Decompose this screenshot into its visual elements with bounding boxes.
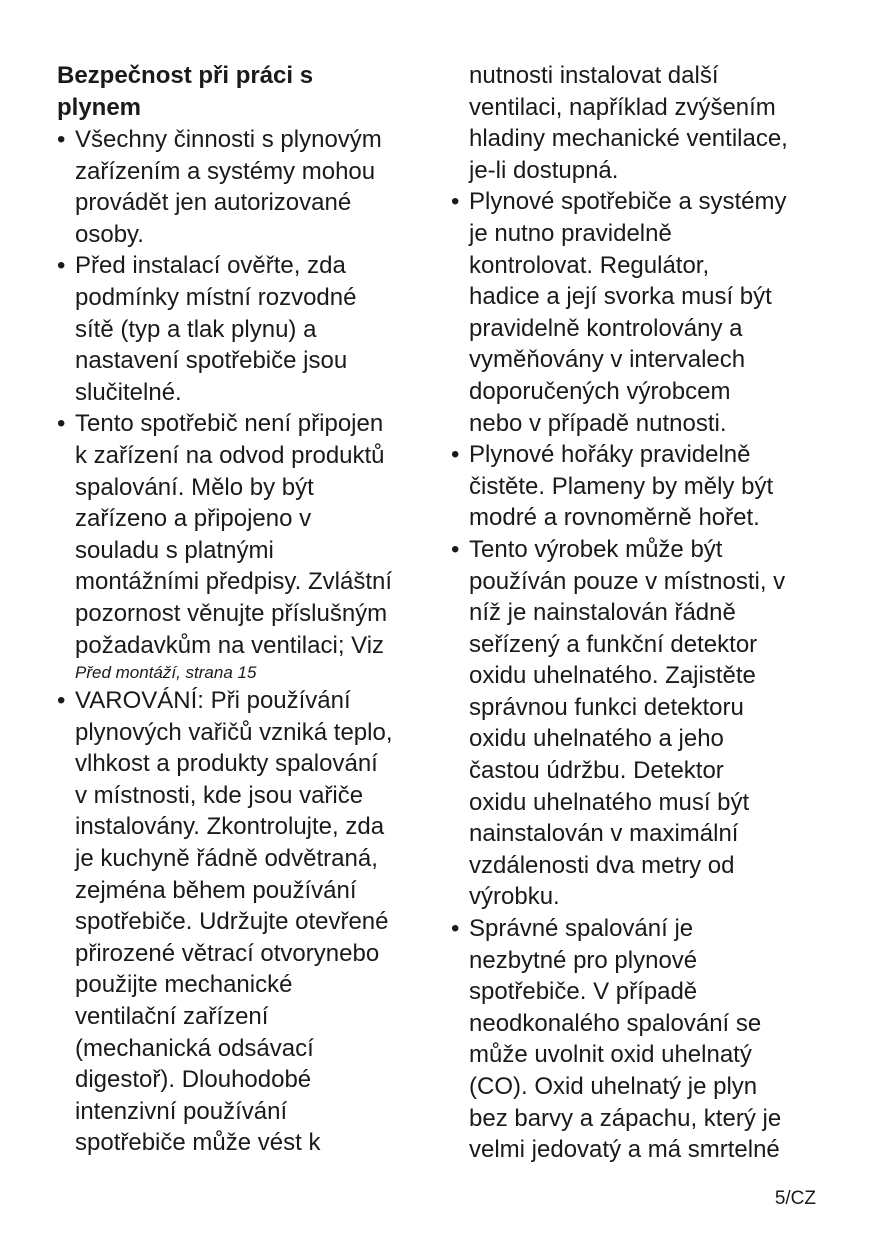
bullet-icon: • xyxy=(57,252,66,280)
bullet-item: • Tento spotřebič není připojen k zařízení na odvod produktů spalování. Mělo by být zařízeno a připojeno v souladu s platnými montážními předpisy. Zvláštní pozornost věnujte příslušným požadavkům na ventilaci; Viz xyxy=(57,410,393,659)
section-heading: Bezpečnost při práci s plynem xyxy=(57,62,314,121)
bullet-icon: • xyxy=(451,535,460,563)
right-column xyxy=(451,60,826,1166)
bullet-icon: • xyxy=(451,188,460,216)
bullet-item: • Plynové spotřebiče a systémy je nutno pravidelně kontrolovat. Regulátor, hadice a její svorka musí být pravidelně kontrolovány a vyměňovány v intervalech doporučených výrobcem nebo v případě nutnosti. xyxy=(451,188,787,437)
bullet-item: • Správné spalování je nezbytné pro plynové spotřebiče. V případě neodkonalého spalování se může uvolnit oxid uhelnatý (CO). Oxid uhelnatý je plyn bez barvy a zápachu, který je velmi jedovatý a má smrtelné xyxy=(451,915,782,1164)
bullet-item: • Před instalací ověřte, zda podmínky místní rozvodné sítě (typ a tlak plynu) a nastavení spotřebiče jsou slučitelné. xyxy=(57,252,357,406)
bullet-item-warning: • VAROVÁNÍ: Při používání plynových vařičů vzniká teplo, vlhkost a produkty spalování v místnosti, kde jsou vařiče instalovány. Zkontrolujte, zda je kuchyně řádně odvětraná, zejména během používání spotřebiče. Udržujte otevřené přirozené větrací otvorynebo použijte mechanické ventilační zařízení (mechanická odsávací digestoř). Dlouhodobé intenzivní používání spotřebiče může vést k xyxy=(57,687,393,1157)
bullet-icon: • xyxy=(57,126,66,153)
bullet-item: • Všechny činnosti s plynovým zařízením a systémy mohou provádět jen autorizované osoby. xyxy=(57,126,382,248)
bullet-item: • Tento výrobek může být používán pouze v místnosti, v níž je nainstalován řádně seřízený a funkční detektor oxidu uhelnatého. Zajistěte správnou funkci detektoru oxidu uhelnatého a jeho častou údržbu. Detektor oxidu uhelnatého musí být nainstalován v maximální vzdálenosti dva metry od výrobku. xyxy=(451,535,786,911)
warning-label: VAROVÁNÍ: xyxy=(75,687,204,715)
bullet-icon: • xyxy=(451,441,460,469)
bullet-item: • Plynové hořáky pravidelně čistěte. Plameny by měly být modré a rovnoměrně hořet. xyxy=(451,441,774,532)
bullet-icon: • xyxy=(451,915,460,943)
page-number: 5/CZ xyxy=(774,1188,816,1209)
bullet-icon: • xyxy=(57,410,66,438)
cross-reference: Před montáží, strana 15 xyxy=(75,663,257,683)
left-column xyxy=(57,60,427,1159)
bullet-icon: • xyxy=(57,687,66,715)
continued-paragraph: nutnosti instalovat další ventilaci, například zvýšením hladiny mechanické ventilace, je-li dostupná. xyxy=(469,62,788,184)
